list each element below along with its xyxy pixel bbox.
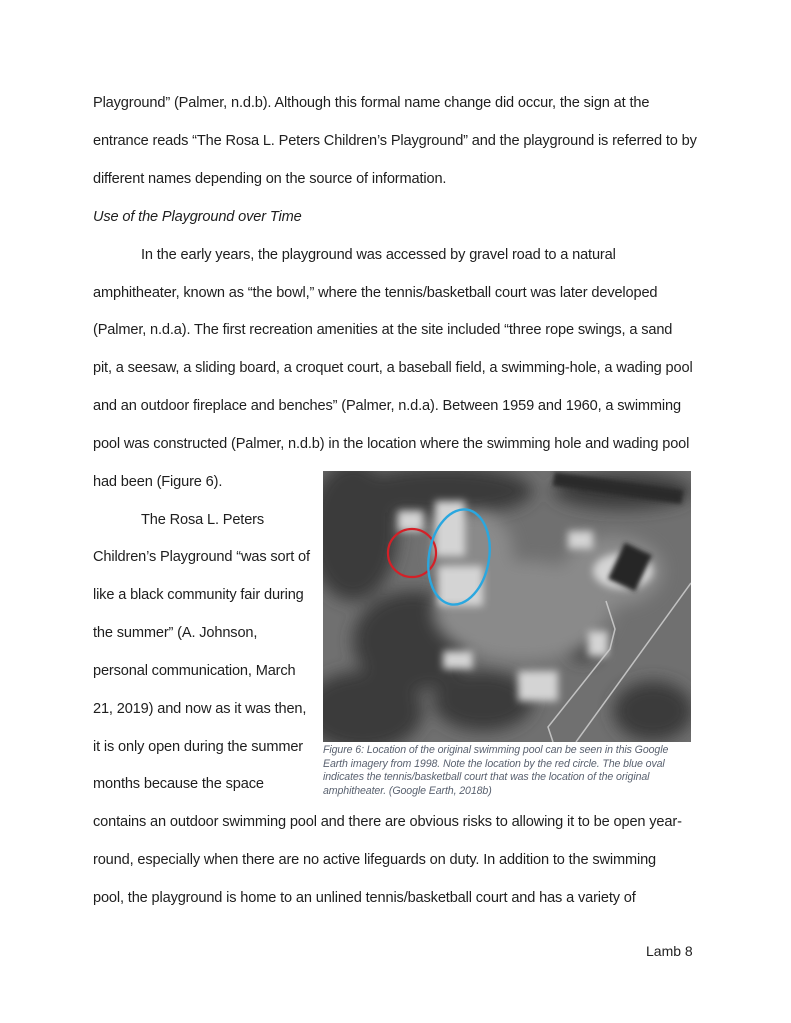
body-text-line: pool, the playground is home to an unlined tennis/basketball court and has a variety of (93, 890, 636, 906)
aerial-photo-figure (323, 471, 691, 742)
body-text-line: 21, 2019) and now as it was then, (93, 701, 307, 717)
body-text-line: pool was constructed (Palmer, n.d.b) in the location where the swimming hole and wading pool (93, 436, 690, 452)
body-text-line: contains an outdoor swimming pool and there are obvious risks to allowing it to be open year- (93, 814, 682, 830)
aerial-photo (323, 471, 691, 742)
body-text-line: round, especially when there are no active lifeguards on duty. In addition to the swimming (93, 852, 657, 868)
body-text-line: entrance reads “The Rosa L. Peters Children’s Playground” and the playground is referred to by (93, 133, 697, 149)
body-text-line: the summer” (A. Johnson, (93, 625, 258, 641)
page-number: Lamb 8 (646, 943, 693, 959)
body-text-line: months because the space (93, 776, 264, 792)
body-text-line: (Palmer, n.d.a). The first recreation amenities at the site included “three rope swings, a sand (93, 322, 673, 338)
body-text-line: Children’s Playground “was sort of (93, 549, 310, 565)
body-text-line: had been (Figure 6). (93, 474, 223, 490)
body-text-line: In the early years, the playground was accessed by gravel road to a natural (141, 247, 616, 263)
body-text-line: like a black community fair during (93, 587, 304, 603)
body-text-line: amphitheater, known as “the bowl,” where the tennis/basketball court was later developed (93, 285, 658, 301)
section-heading: Use of the Playground over Time (93, 209, 302, 225)
body-text-line: personal communication, March (93, 663, 296, 679)
figure-caption: Figure 6: Location of the original swimming pool can be seen in this Google Earth imagery from 1998. Note the location by the red circle. The blue oval indicates the tennis/basketball court that was the location of the original amphitheater. (Google Earth, 2018b) (323, 744, 669, 797)
body-text-line: pit, a seesaw, a sliding board, a croquet court, a baseball field, a swimming-hole, a wading pool (93, 360, 693, 376)
body-text-line: it is only open during the summer (93, 739, 304, 755)
body-text-line: and an outdoor fireplace and benches” (Palmer, n.d.a). Between 1959 and 1960, a swimming (93, 398, 681, 414)
body-text-line: Playground” (Palmer, n.d.b). Although this formal name change did occur, the sign at the (93, 95, 650, 111)
body-text-line: different names depending on the source of information. (93, 171, 447, 187)
body-text-line: The Rosa L. Peters (141, 512, 265, 528)
